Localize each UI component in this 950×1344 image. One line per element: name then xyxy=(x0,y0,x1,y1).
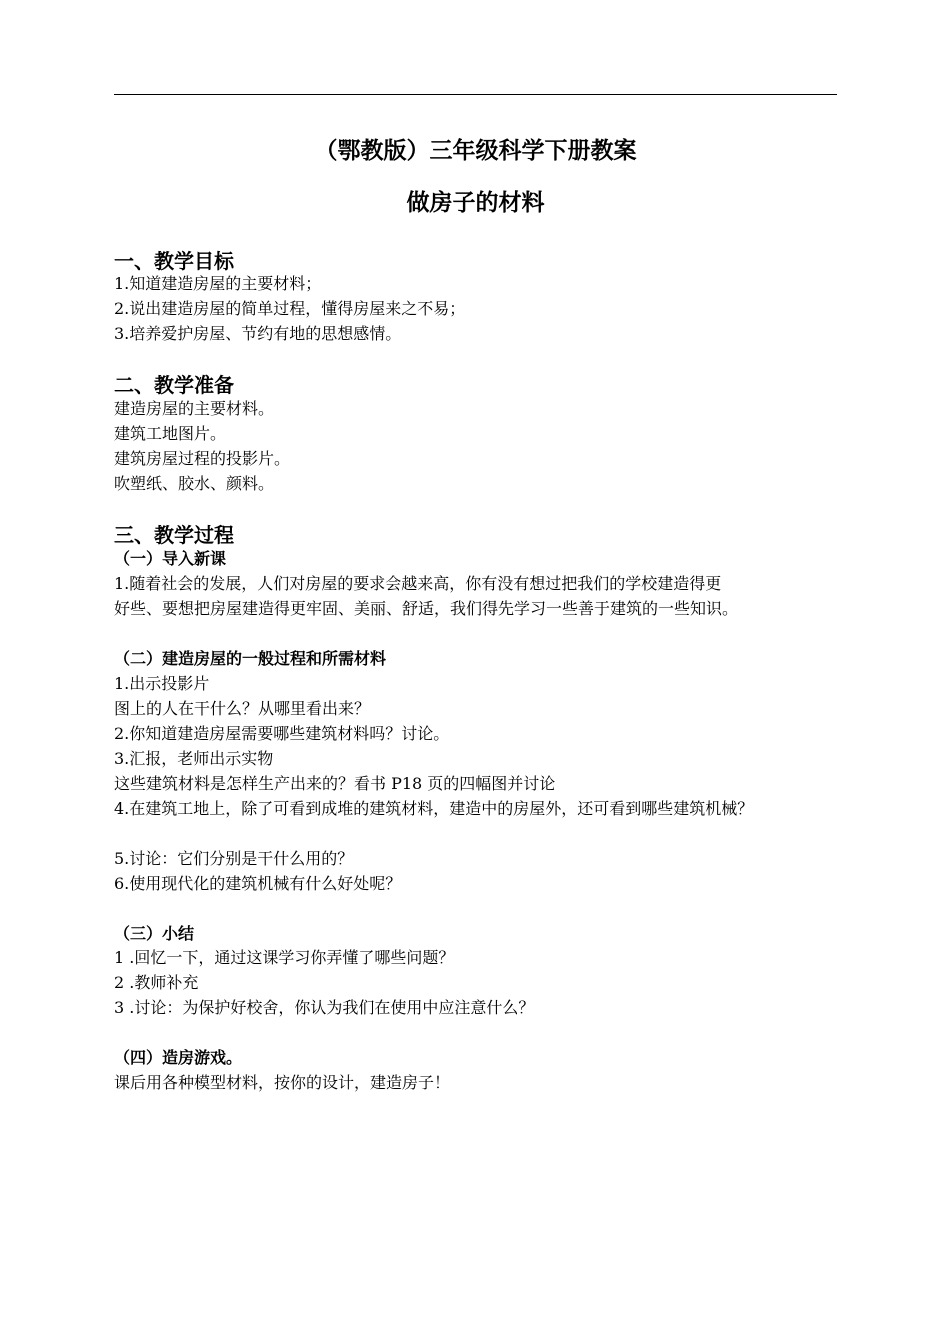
materials-line: 5.讨论：它们分别是干什么用的？ xyxy=(114,849,354,868)
materials-line: 这些建筑材料是怎样生产出来的？看书 P18 页的四幅图并讨论 xyxy=(114,774,556,793)
materials-line: 6.使用现代化的建筑机械有什么好处呢？ xyxy=(114,874,402,893)
materials-line: 图上的人在干什么？从哪里看出来？ xyxy=(114,699,371,718)
intro-line: 好些、要想把房屋建造得更牢固、美丽、舒适，我们得先学习一些善于建筑的一些知识。 xyxy=(114,599,739,618)
preparation-line: 建筑房屋过程的投影片。 xyxy=(114,449,291,468)
section-heading-preparation: 二、教学准备 xyxy=(114,373,234,397)
section-heading-process: 三、教学过程 xyxy=(114,523,234,547)
materials-line: 4.在建筑工地上，除了可看到成堆的建筑材料，建造中的房屋外，还可看到哪些建筑机械？ xyxy=(114,799,754,818)
section-heading-goals: 一、教学目标 xyxy=(114,249,234,273)
intro-line: 1.随着社会的发展，人们对房屋的要求会越来高，你有没有想过把我们的学校建造得更 xyxy=(114,574,722,593)
summary-line: 2 .教师补充 xyxy=(114,973,199,992)
preparation-line: 建筑工地图片。 xyxy=(114,424,227,443)
preparation-line: 吹塑纸、胶水、颜料。 xyxy=(114,474,275,493)
subsection-heading-materials: （二）建造房屋的一般过程和所需材料 xyxy=(114,649,387,668)
game-line: 课后用各种模型材料，按你的设计，建造房子！ xyxy=(114,1073,451,1092)
materials-line: 1.出示投影片 xyxy=(114,674,210,693)
summary-line: 1 .回忆一下，通过这课学习你弄懂了哪些问题？ xyxy=(114,948,455,967)
preparation-line: 建造房屋的主要材料。 xyxy=(114,399,275,418)
subsection-heading-summary: （三）小结 xyxy=(114,924,195,943)
subsection-heading-game: （四）造房游戏。 xyxy=(114,1048,243,1067)
document-title: （鄂教版）三年级科学下册教案 xyxy=(314,138,637,164)
goal-line: 2.说出建造房屋的简单过程，懂得房屋来之不易； xyxy=(114,299,466,318)
goal-line: 3.培养爱护房屋、节约有地的思想感情。 xyxy=(114,324,402,343)
materials-line: 2.你知道建造房屋需要哪些建筑材料吗？讨论。 xyxy=(114,724,450,743)
summary-line: 3 .讨论：为保护好校舍，你认为我们在使用中应注意什么？ xyxy=(114,998,535,1017)
materials-line: 3.汇报，老师出示实物 xyxy=(114,749,274,768)
goal-line: 1.知道建造房屋的主要材料； xyxy=(114,274,322,293)
header-rule xyxy=(114,94,837,95)
document-subtitle: 做房子的材料 xyxy=(406,190,545,216)
subsection-heading-intro: （一）导入新课 xyxy=(114,549,227,568)
